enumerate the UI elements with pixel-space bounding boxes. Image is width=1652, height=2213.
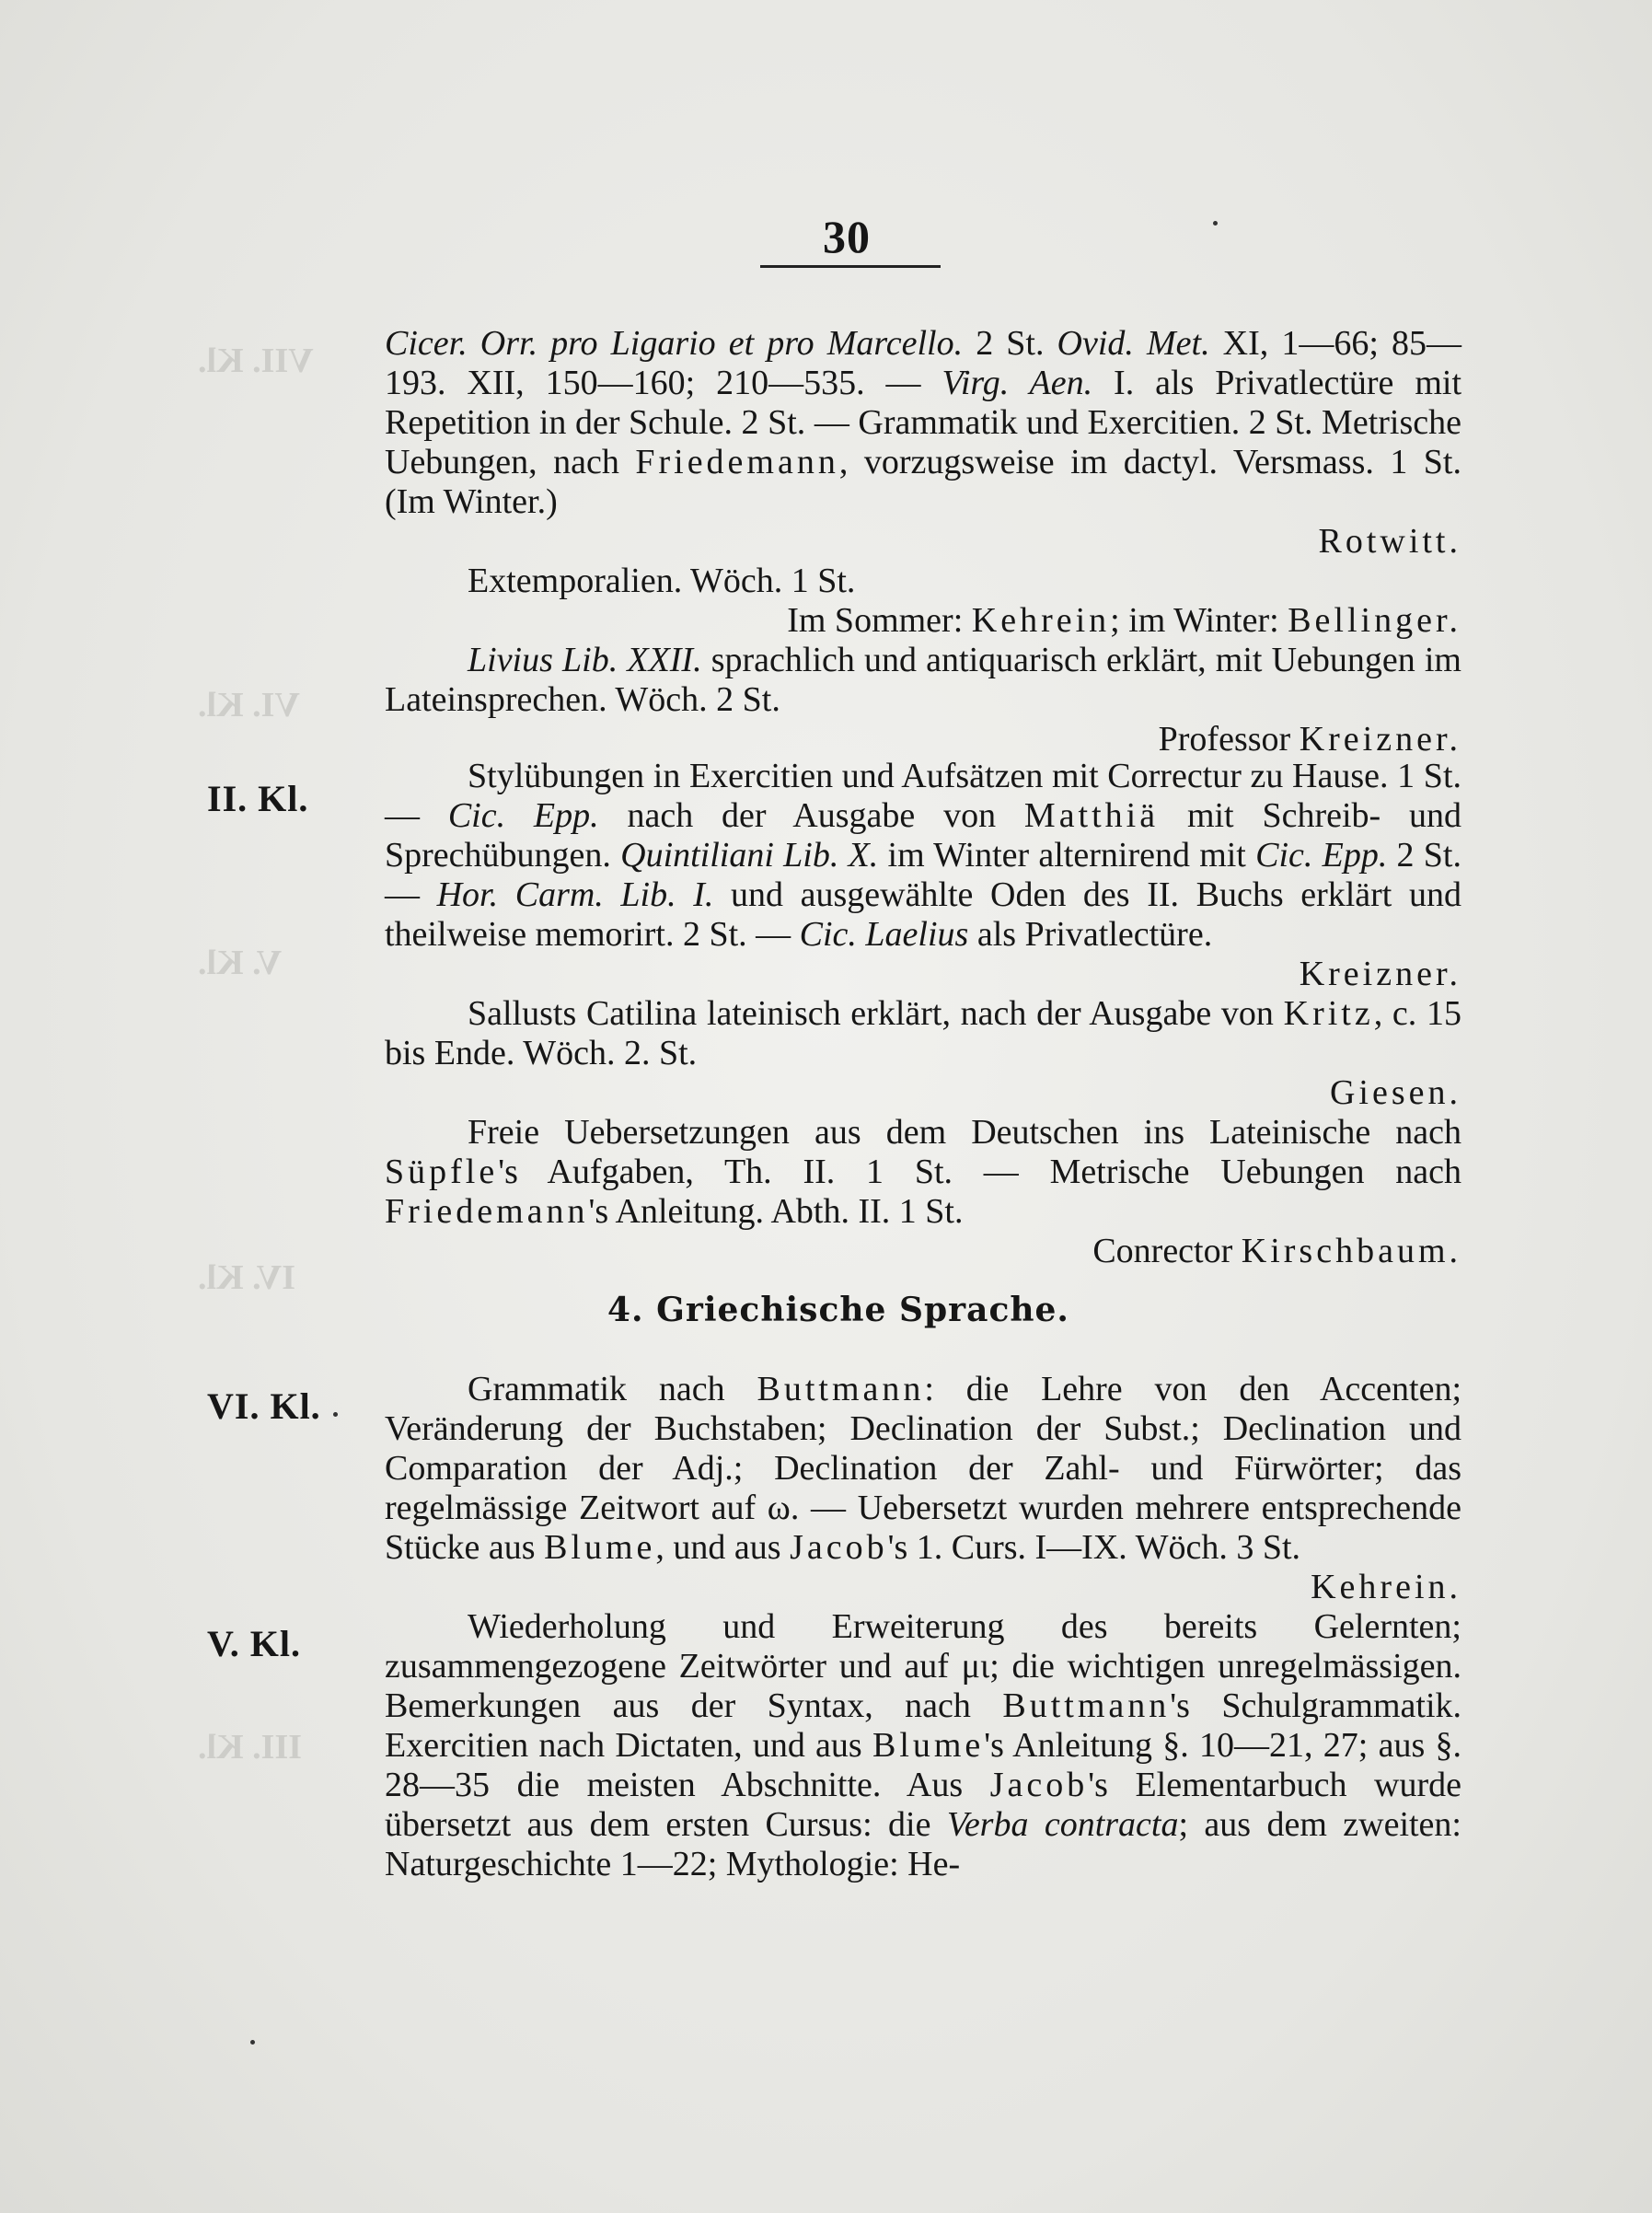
margin-label-vi: VI. Kl. xyxy=(207,1385,321,1427)
text: Wiederholung und Erweiterung des bereits Gelernten; zusammengezogene Zeitwörter und auf μι; die wichtigen unregelmässigen. Bemerkungen aus der Syntax, nach xyxy=(385,1607,1461,1725)
ghost-label-vii: VII. Kl. xyxy=(198,342,314,380)
name-spaced: Friedemann xyxy=(385,1192,589,1231)
speck-mid xyxy=(333,1412,338,1417)
paragraph xyxy=(385,994,1461,1073)
text-block-class-ii xyxy=(385,757,1461,1271)
signature: Kehrein. xyxy=(1311,1568,1461,1606)
text: 's Elementarbuch wurde übersetzt aus dem ersten Cursus: die xyxy=(385,1766,1461,1844)
text: I. als Privatlectüre mit Repetition in der Schule. 2 St. — Grammatik und Exercitien. 2 St. Metrische Uebungen, nach xyxy=(385,364,1461,481)
paragraph: Extemporalien. Wöch. 1 St. xyxy=(468,562,856,600)
text: nach der Ausgabe von xyxy=(598,796,1024,835)
name-spaced: Buttmann xyxy=(1002,1686,1171,1725)
text: ; aus dem zweiten: Naturgeschichte 1—22; Mythologie: He- xyxy=(385,1805,1461,1883)
signature: Rotwitt. xyxy=(1318,522,1461,561)
text: und ausgewählte Oden des II. Buchs erklärt und theilweise memorirt. 2 St. — xyxy=(385,875,1461,954)
paragraph xyxy=(385,324,1461,522)
text-block-latin-continuation xyxy=(385,324,1461,759)
text: im Winter alternirend mit xyxy=(878,836,1256,875)
signature: Giesen. xyxy=(1329,1073,1461,1112)
page-number-rule xyxy=(760,265,941,268)
text: 's 1. Curs. I—IX. Wöch. 3 St. xyxy=(887,1528,1301,1567)
text: 2 St. xyxy=(963,324,1057,363)
signature xyxy=(385,601,1461,641)
name-spaced: Matthiä xyxy=(1023,796,1160,835)
text: 's Anleitung §. 10—21, 27; aus §. 28—35 die meisten Abschnitte. Aus xyxy=(385,1726,1461,1804)
signature xyxy=(385,1232,1461,1271)
text: Freie Uebersetzungen aus dem Deutschen ins Lateinische nach xyxy=(468,1113,1461,1152)
text: 's Anleitung. Abth. II. 1 St. xyxy=(588,1192,964,1231)
name-spaced: Jacob xyxy=(790,1528,888,1567)
text: Im Sommer: xyxy=(787,601,972,640)
speck-top xyxy=(1213,221,1218,226)
title-italic: Livius Lib. XXII. xyxy=(468,641,702,679)
name-spaced: Friedemann xyxy=(635,443,839,481)
title-italic: Hor. Carm. Lib. I. xyxy=(436,875,714,914)
title-italic: Cic. Epp. xyxy=(1255,836,1388,875)
title-italic: Ovid. Met. xyxy=(1057,324,1210,363)
text: 2 St. — xyxy=(385,836,1461,914)
ghost-label-vi: VI. Kl. xyxy=(198,686,300,724)
paragraph xyxy=(385,757,1461,955)
title-italic: Virg. Aen. xyxy=(942,364,1093,402)
text: 's Aufgaben, Th. II. 1 St. — Metrische Uebungen nach xyxy=(498,1153,1461,1191)
page-number: 30 xyxy=(823,211,871,262)
ghost-label-v: V. Kl. xyxy=(198,944,283,982)
name-spaced: Buttmann xyxy=(757,1370,925,1408)
text: : die Lehre von den Accenten; Veränderung der Buchstaben; Declination der Subst.; Declination und Comparation der Adj.; Declination der Zahl- und Fürwörter; das regelmässige Zeitwort auf ω. — Uebersetzt wurden mehrere entsprechende Stücke aus xyxy=(385,1370,1462,1567)
name-spaced: Kehrein xyxy=(971,601,1111,640)
text: Sallusts Catilina lateinisch erklärt, nach der Ausgabe von xyxy=(468,994,1284,1033)
text: Grammatik nach xyxy=(468,1370,757,1408)
name-spaced: Kritz xyxy=(1283,994,1374,1033)
paragraph xyxy=(385,641,1461,720)
text: Stylübungen in Exercitien und Aufsätzen mit Correctur zu Hause. 1 St. — xyxy=(385,757,1461,835)
name-spaced: Kirschbaum. xyxy=(1241,1232,1461,1270)
text-block-class-vi xyxy=(385,1370,1461,1607)
text: , vorzugsweise im dactyl. Versmass. 1 St. (Im Winter.) xyxy=(385,443,1461,521)
text: sprachlich und antiquarisch erklärt, mit Uebungen im Lateinsprechen. Wöch. 2 St. xyxy=(385,641,1461,719)
title-italic: Cic. Laelius xyxy=(799,915,969,954)
title-italic: Quintiliani Lib. X. xyxy=(620,836,879,875)
margin-label-ii: II. Kl. xyxy=(207,778,309,819)
paragraph xyxy=(385,1113,1461,1232)
name-spaced: Jacob xyxy=(989,1766,1089,1804)
title-italic: Cicer. Orr. pro Ligario et pro Marcello. xyxy=(385,324,964,363)
section-heading: 4. Griechische Sprache. xyxy=(607,1291,1069,1329)
name-spaced: Bellinger. xyxy=(1288,601,1461,640)
ghost-label-iii: III. Kl. xyxy=(198,1728,302,1767)
text: ; im Winter: xyxy=(1110,601,1288,640)
signature xyxy=(385,720,1461,759)
ghost-label-iv: IV. Kl. xyxy=(198,1258,295,1297)
speck-left xyxy=(250,2040,255,2045)
text: als Privatlectüre. xyxy=(968,915,1213,954)
name-spaced: Blume xyxy=(872,1726,985,1765)
name-spaced: Kreizner. xyxy=(1299,720,1461,759)
text-block-class-v xyxy=(385,1607,1461,1884)
text: mit Schreib- und Sprechübungen. xyxy=(385,796,1461,875)
paragraph xyxy=(385,1370,1461,1568)
text: XI, 1—66; 85—193. XII, 150—160; 210—535. — xyxy=(385,324,1461,402)
name-spaced: Süpfle xyxy=(385,1153,499,1191)
margin-label-v: V. Kl. xyxy=(207,1623,301,1664)
title-italic: Verba contracta xyxy=(946,1805,1179,1844)
text: Professor xyxy=(1158,720,1300,759)
title-italic: Cic. Epp. xyxy=(447,796,599,835)
paragraph xyxy=(385,1607,1461,1884)
text: , und aus xyxy=(655,1528,791,1567)
text: Conrector xyxy=(1092,1232,1242,1270)
signature: Kreizner. xyxy=(1299,955,1461,993)
text: , c. 15 bis Ende. Wöch. 2. St. xyxy=(385,994,1462,1072)
name-spaced: Blume xyxy=(544,1528,656,1567)
text: 's Schulgrammatik. Exercitien nach Dictaten, und aus xyxy=(385,1686,1462,1765)
